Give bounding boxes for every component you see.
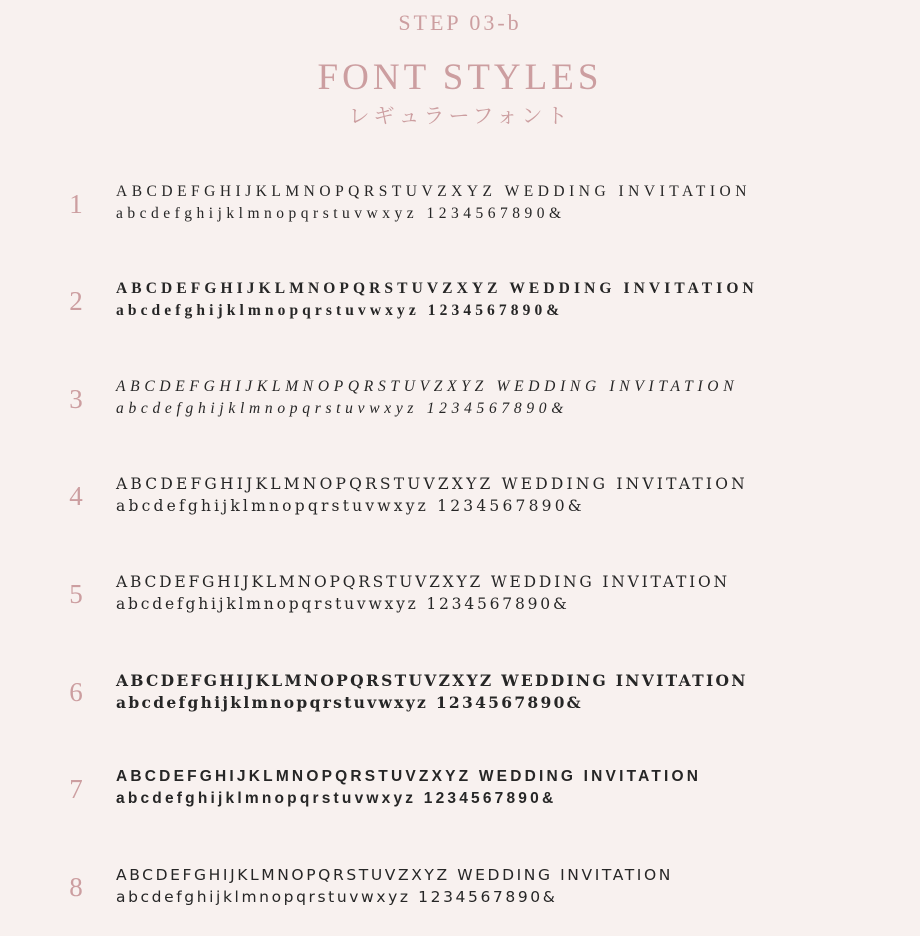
sample-uppercase: ABCDEFGHIJKLMNOPQRSTUVZXYZ WEDDING INVITATION <box>116 378 739 395</box>
font-sample-2 <box>0 280 920 350</box>
sample-lowercase: abcdefghijklmnopqrstuvwxyz 1234567890& <box>116 497 585 515</box>
page-subtitle: レギュラーフォント <box>348 104 572 128</box>
sample-lowercase: abcdefghijklmnopqrstuvwxyz 1234567890& <box>116 302 564 319</box>
font-sample-7 <box>0 768 920 838</box>
sample-uppercase: ABCDEFGHIJKLMNOPQRSTUVZXYZ WEDDING INVITATION <box>116 573 730 591</box>
font-sample-5 <box>0 573 920 643</box>
font-sample-6 <box>0 671 920 741</box>
sample-uppercase: ABCDEFGHIJKLMNOPQRSTUVZXYZ WEDDING INVITATION <box>116 671 748 690</box>
sample-number: 5 <box>69 579 83 609</box>
sample-lowercase: abcdefghijklmnopqrstuvwxyz 1234567890& <box>116 693 583 712</box>
sample-number: 6 <box>69 677 83 707</box>
sample-lowercase: abcdefghijklmnopqrstuvwxyz 1234567890& <box>116 205 566 222</box>
sample-uppercase: ABCDEFGHIJKLMNOPQRSTUVZXYZ WEDDING INVITATION <box>116 475 748 493</box>
sample-lowercase: abcdefghijklmnopqrstuvwxyz 1234567890& <box>116 595 570 613</box>
font-sample-4 <box>0 475 920 545</box>
sample-lowercase: abcdefghijklmnopqrstuvwxyz 1234567890& <box>116 400 568 417</box>
sample-uppercase: ABCDEFGHIJKLMNOPQRSTUVZXYZ WEDDING INVITATION <box>116 280 758 297</box>
sample-number: 7 <box>69 774 83 804</box>
step-label: STEP 03-b <box>398 10 522 35</box>
sample-number: 1 <box>69 189 83 219</box>
sample-number: 3 <box>69 384 83 414</box>
font-sample-3 <box>0 378 920 448</box>
font-sample-8 <box>0 866 920 936</box>
sample-number: 8 <box>69 872 83 902</box>
sample-lowercase: abcdefghijklmnopqrstuvwxyz 1234567890& <box>116 888 558 906</box>
sample-uppercase: ABCDEFGHIJKLMNOPQRSTUVZXYZ WEDDING INVITATION <box>116 768 702 785</box>
sample-lowercase: abcdefghijklmnopqrstuvwxyz 1234567890& <box>116 790 557 807</box>
sample-number: 2 <box>69 286 83 316</box>
page-title: FONT STYLES <box>317 57 603 98</box>
sample-uppercase: ABCDEFGHIJKLMNOPQRSTUVZXYZ WEDDING INVITATION <box>116 183 751 200</box>
sample-uppercase: ABCDEFGHIJKLMNOPQRSTUVZXYZ WEDDING INVITATION <box>116 866 673 884</box>
font-sample-1 <box>0 183 920 253</box>
sample-number: 4 <box>69 481 83 511</box>
